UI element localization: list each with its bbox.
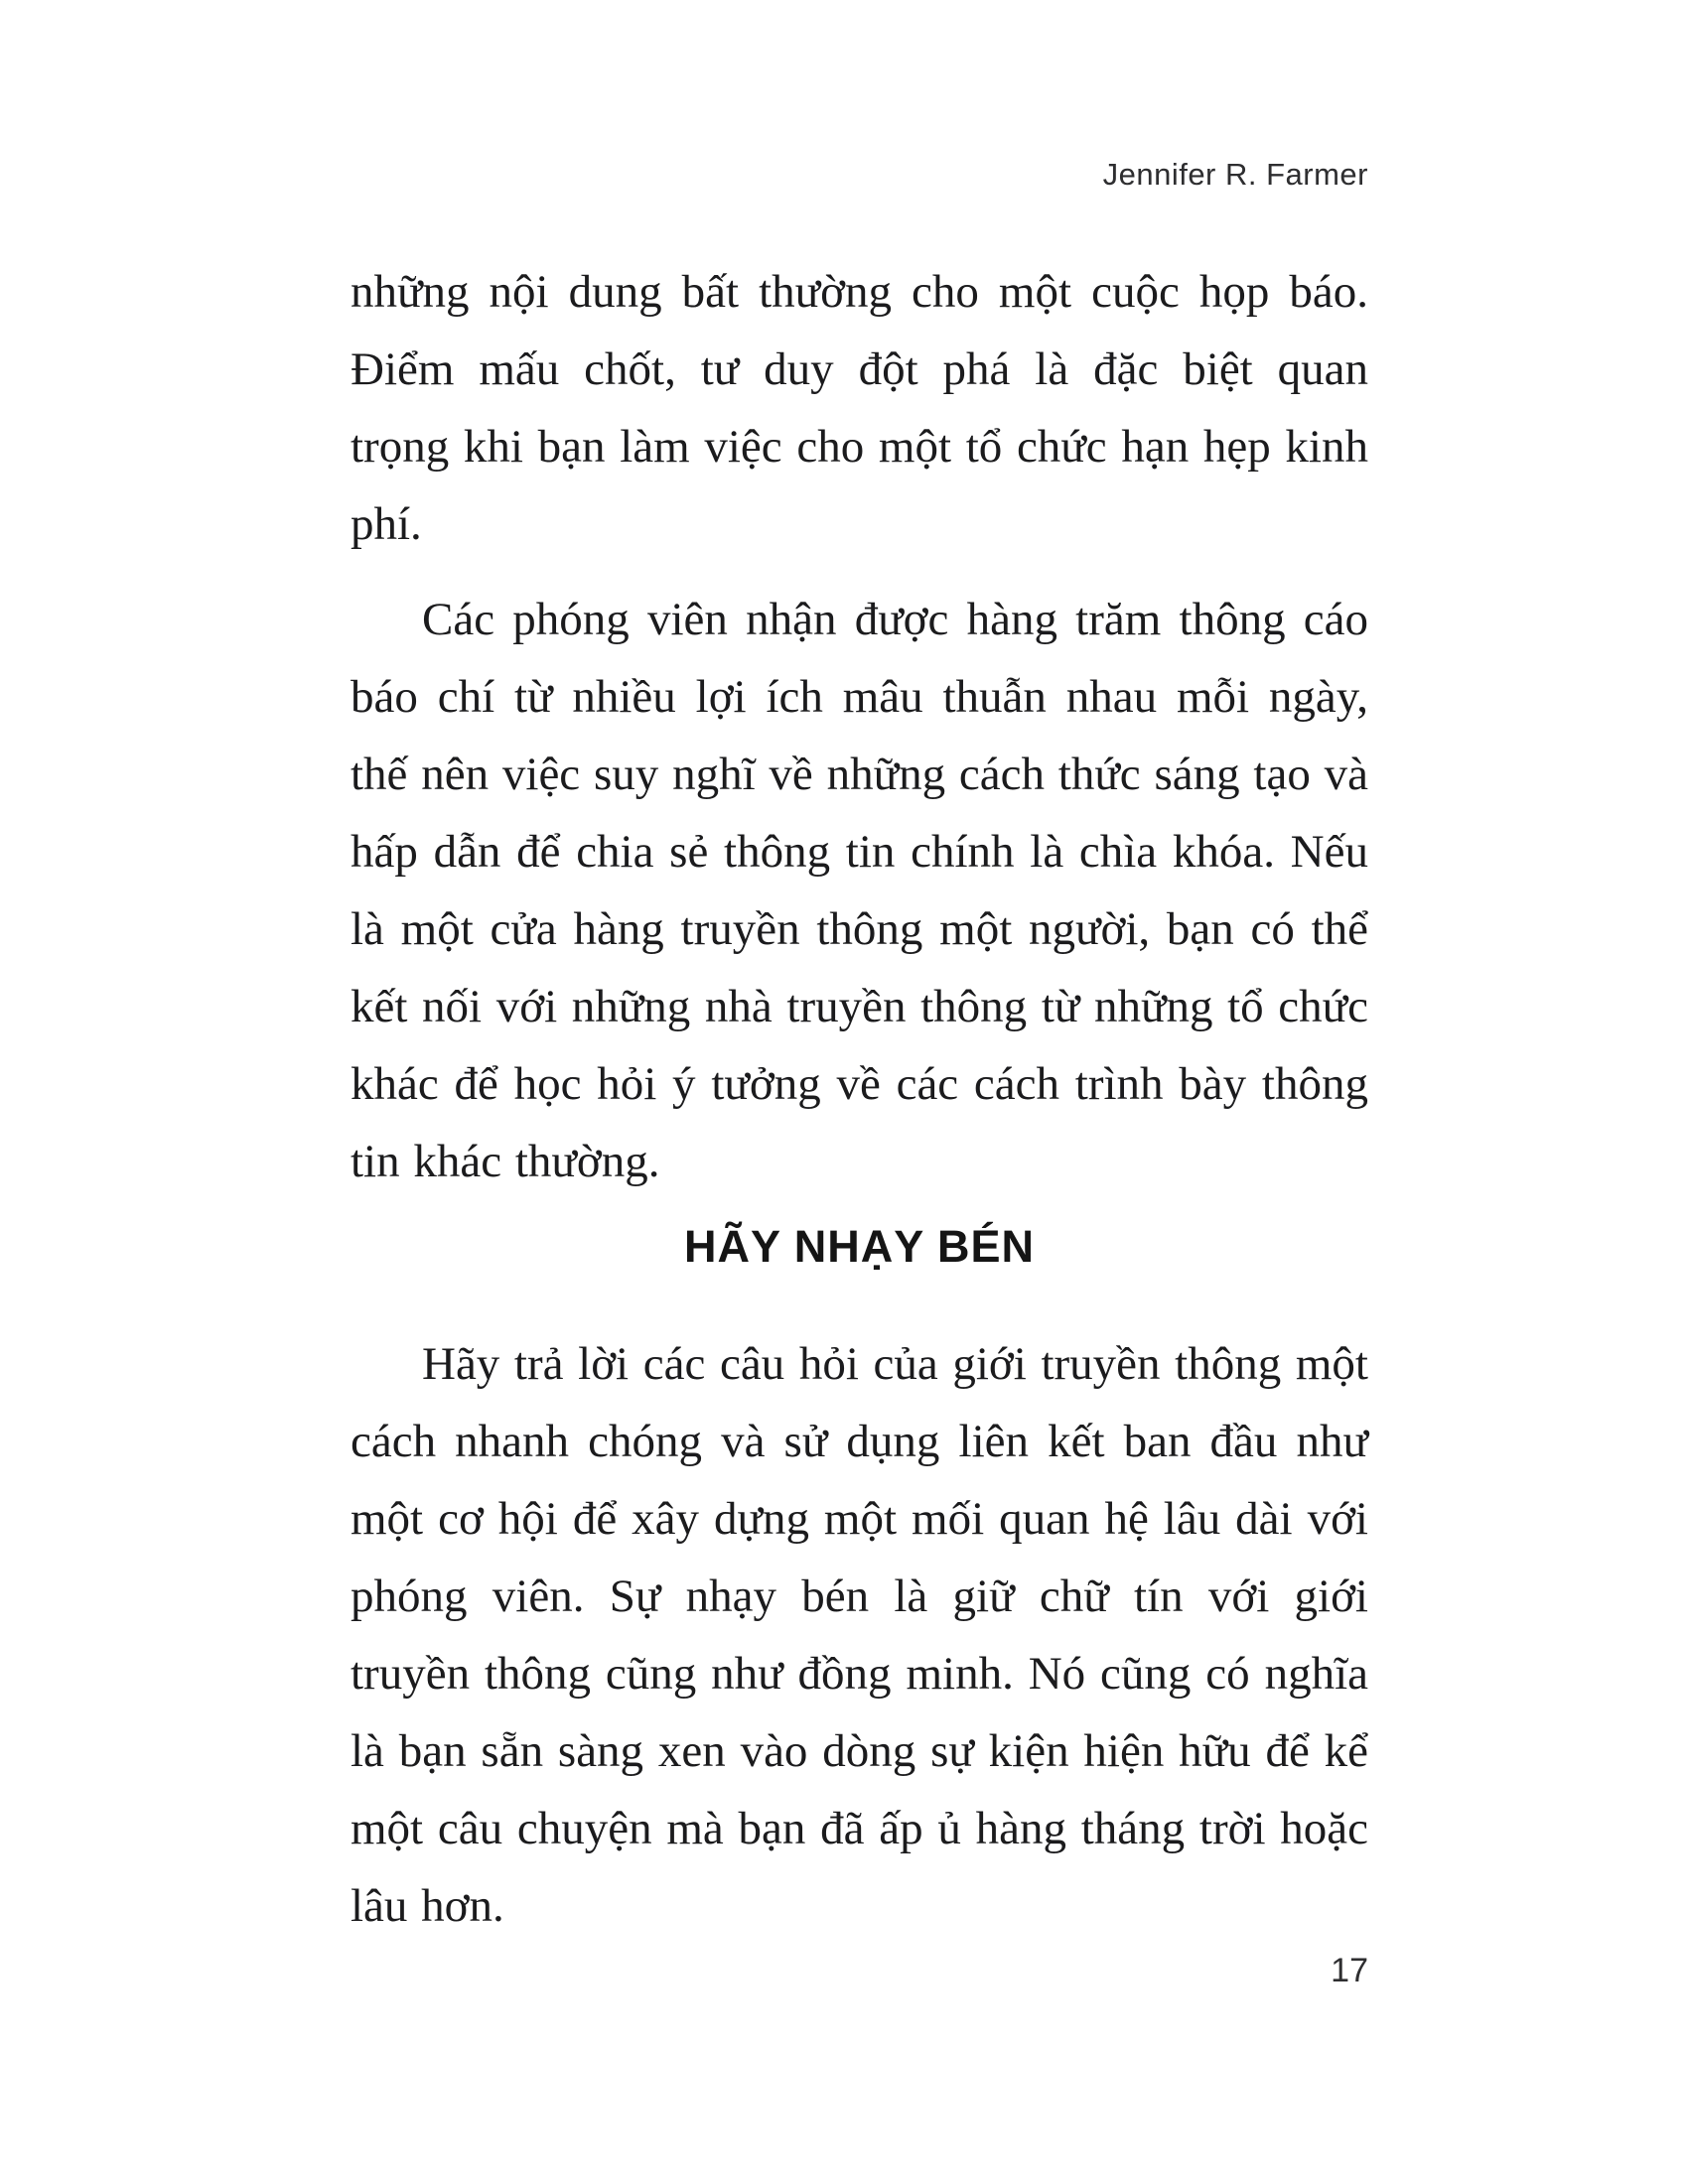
paragraph-responsiveness: Hãy trả lời các câu hỏi của giới truyền thông một cách nhanh chóng và sử dụng liên kết ban đầu như một cơ hội để xây dựng một mối quan hệ lâu dài với phóng viên. Sự nhạy bén là giữ chữ tín với giới truyền thông cũng như đồng minh. Nó cũng có nghĩa là bạn sẵn sàng xen vào dòng sự kiện hiện hữu để kể một câu chuyện mà bạn đã ấp ủ hàng tháng trời hoặc lâu hơn.	[351, 1338, 1368, 1932]
page-body-text	[351, 253, 1368, 1945]
page-number: 17	[1331, 1952, 1368, 1989]
running-header-author: Jennifer R. Farmer	[1102, 157, 1368, 192]
section-heading: HÃY NHẠY BÉN	[684, 1221, 1035, 1272]
paragraph-reporters: Các phóng viên nhận được hàng trăm thông cáo báo chí từ nhiều lợi ích mâu thuẫn nhau mỗi ngày, thế nên việc suy nghĩ về những cách thức sáng tạo và hấp dẫn để chia sẻ thông tin chính là chìa khóa. Nếu là một cửa hàng truyền thông một người, bạn có thể kết nối với những nhà truyền thông từ những tổ chức khác để học hỏi ý tưởng về các cách trình bày thông tin khác thường.	[351, 594, 1368, 1187]
paragraph-continuation: những nội dung bất thường cho một cuộc họp báo. Điểm mấu chốt, tư duy đột phá là đặc biệt quan trọng khi bạn làm việc cho một tổ chức hạn hẹp kinh phí.	[351, 266, 1368, 550]
